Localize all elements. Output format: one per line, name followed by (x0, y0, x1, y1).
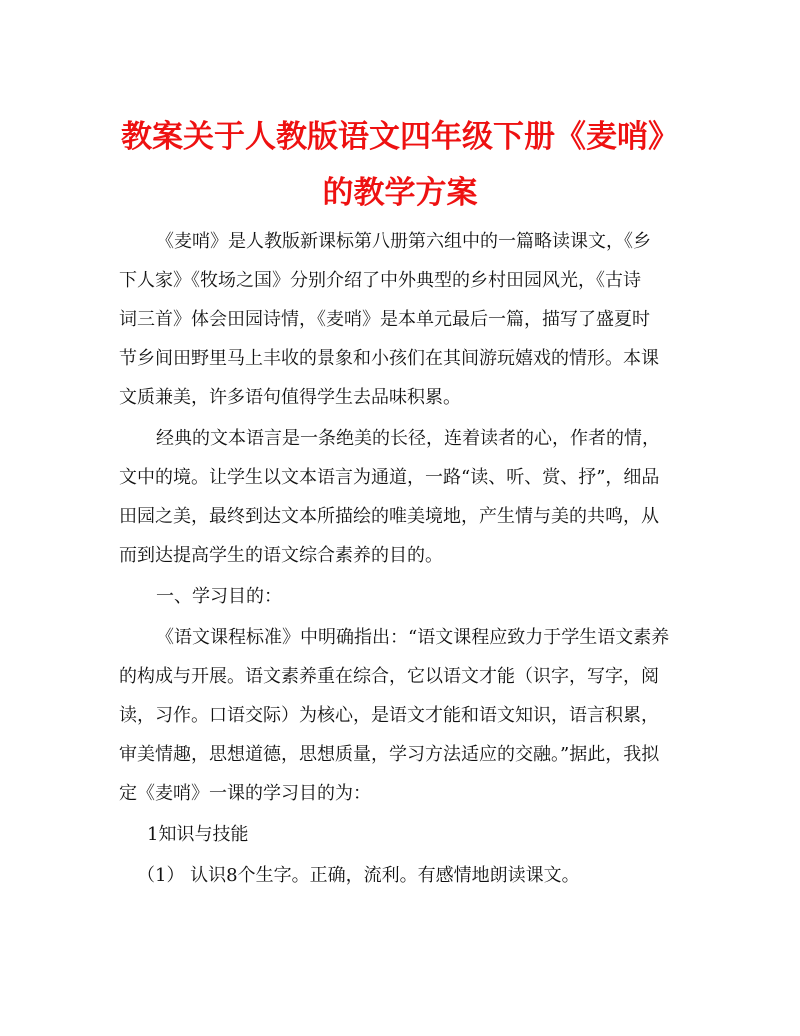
paragraph-curriculum-standard (119, 618, 683, 813)
text-line: 读，习作。口语交际）为核心，是语文才能和语文知识，语言积累， (119, 705, 659, 726)
subheading-knowledge-skills: 1知识与技能 (147, 824, 249, 845)
text-line: 而到达提高学生的语文综合素养的目的。 (119, 545, 443, 566)
text-line: 词三首》体会田园诗情，《麦哨》是本单元最后一篇，描写了盛夏时 (119, 309, 650, 330)
section-heading-learning-goals: 一、学习目的： (156, 586, 282, 607)
text-line: 经典的文本语言是一条绝美的长径，连着读者的心，作者的情， (156, 428, 660, 449)
paragraph-language (119, 419, 683, 575)
text-line: 节乡间田野里马上丰收的景象和小孩们在其间游玩嬉戏的情形。本课 (119, 348, 659, 369)
text-line: 文中的境。让学生以文本语言为通道，一路“读、听、赏、抒”，细品 (119, 467, 660, 488)
list-item: （1） 认识8个生字。正确，流利。有感情地朗读课文。 (137, 865, 580, 886)
text-line: 《麦哨》是人教版新课标第八册第六组中的一篇略读课文，《乡 (156, 231, 651, 252)
text-line: 田园之美，最终到达文本所描绘的唯美境地，产生情与美的共鸣，从 (119, 506, 659, 527)
document-title-line-2: 的教学方案 (322, 175, 478, 211)
document-body (119, 222, 683, 895)
text-line: 审美情趣，思想道德，思想质量，学习方法适应的交融。”据此，我拟 (119, 744, 660, 765)
text-line: 下人家》《牧场之国》分别介绍了中外典型的乡村田园风光，《古诗 (119, 270, 641, 291)
text-line: 的构成与开展。语文素养重在综合，它以语文才能（识字，写字，阅 (119, 666, 659, 687)
text-line: 定《麦哨》一课的学习目的为： (119, 783, 371, 804)
document-title-line-1: 教案关于人教版语文四年级下册《麦哨》 (121, 119, 679, 155)
text-line: 文质兼美，许多语句值得学生去品味积累。 (119, 387, 461, 408)
text-line: 《语文课程标准》中明确指出：“语文课程应致力于学生语文素养 (156, 627, 670, 648)
paragraph-intro (119, 222, 683, 417)
